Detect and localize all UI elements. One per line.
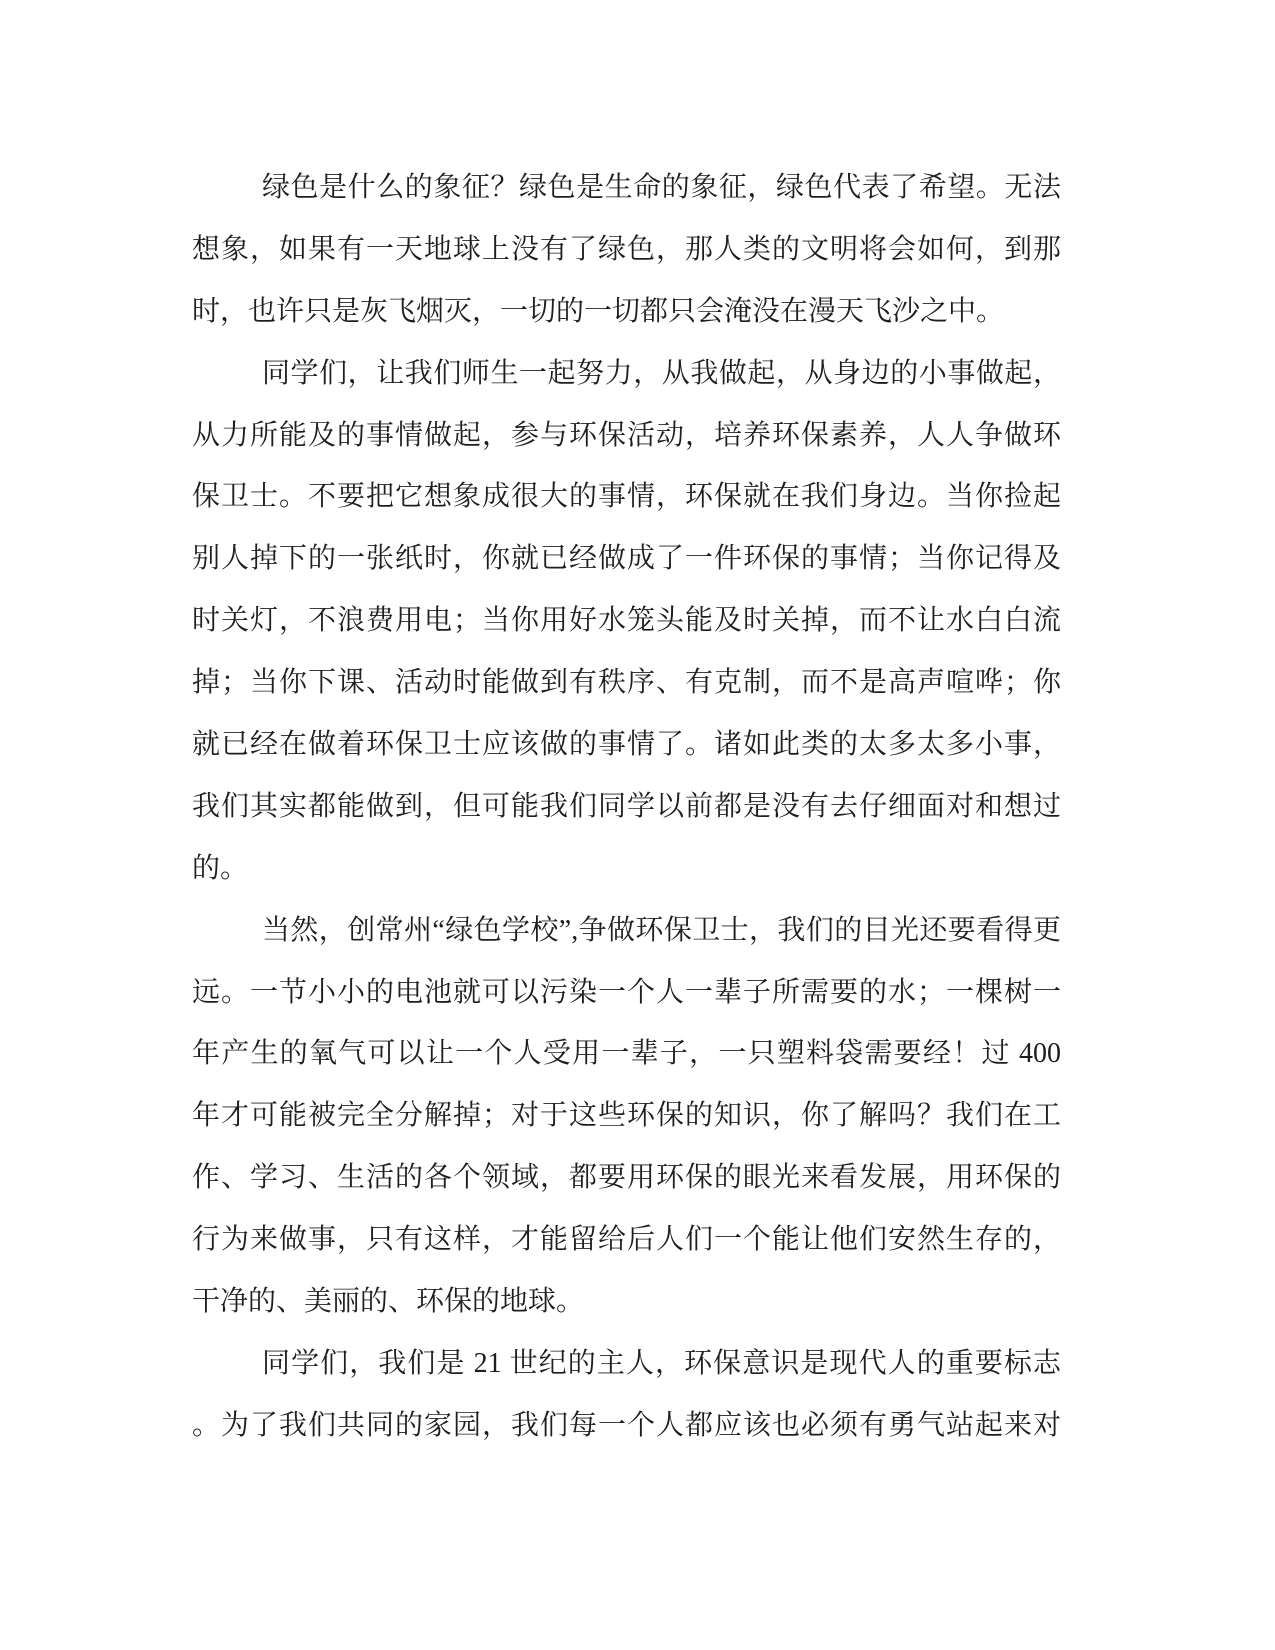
text-line: 时，也许只是灰飞烟灭，一切的一切都只会淹没在漫天飞沙之中。 [192,295,1005,327]
text-line: 就已经在做着环保卫士应该做的事情了。诸如此类的太多太多小事， [192,729,1061,761]
text-line: 。为了我们共同的家园，我们每一个人都应该也必须有勇气站起来对 [192,1409,1061,1441]
text-line: 当然，创常州“绿色学校”,争做环保卫士，我们的目光还要看得更 [262,914,1061,946]
text-line: 同学们，让我们师生一起努力，从我做起，从身边的小事做起， [262,357,1061,389]
text-line: 远。一节小小的电池就可以污染一个人一辈子所需要的水；一棵树一 [192,976,1061,1008]
text-line: 年产生的氧气可以让一个人受用一辈子，一只塑料袋需要经！过 400 [192,1038,1061,1070]
text-line: 时关灯，不浪费用电；当你用好水笼头能及时关掉，而不让水白白流 [192,605,1061,637]
text-line: 年才可能被完全分解掉；对于这些环保的知识，你了解吗？我们在工 [192,1100,1061,1132]
text-line: 的。 [192,852,249,884]
text-line: 我们其实都能做到，但可能我们同学以前都是没有去仔细面对和想过 [192,790,1061,822]
text-line: 别人掉下的一张纸时，你就已经做成了一件环保的事情；当你记得及 [192,543,1061,575]
text-line: 掉；当你下课、活动时能做到有秩序、有克制，而不是高声喧哗；你 [192,667,1061,699]
text-line: 想象，如果有一天地球上没有了绿色，那人类的文明将会如何，到那 [192,233,1061,265]
text-line: 绿色是什么的象征？绿色是生命的象征，绿色代表了希望。无法 [262,172,1061,203]
text-line: 行为来做事，只有这样，才能留给后人们一个能让他们安然生存的， [192,1224,1061,1256]
text-line: 干净的、美丽的、环保的地球。 [192,1286,585,1318]
paragraph-2 [192,343,1275,900]
text-line: 保卫士。不要把它想象成很大的事情，环保就在我们身边。当你捡起 [192,481,1061,513]
text-line: 同学们，我们是 21 世纪的主人，环保意识是现代人的重要标志 [262,1347,1061,1379]
text-line: 作、学习、生活的各个领域，都要用环保的眼光来看发展，用环保的 [192,1162,1061,1194]
paragraph-3 [192,900,1275,1333]
paragraph-1 [192,157,1275,343]
text-line: 从力所能及的事情做起，参与环保活动，培养环保素养，人人争做环 [192,419,1061,451]
paragraph-4 [192,1333,1275,1457]
